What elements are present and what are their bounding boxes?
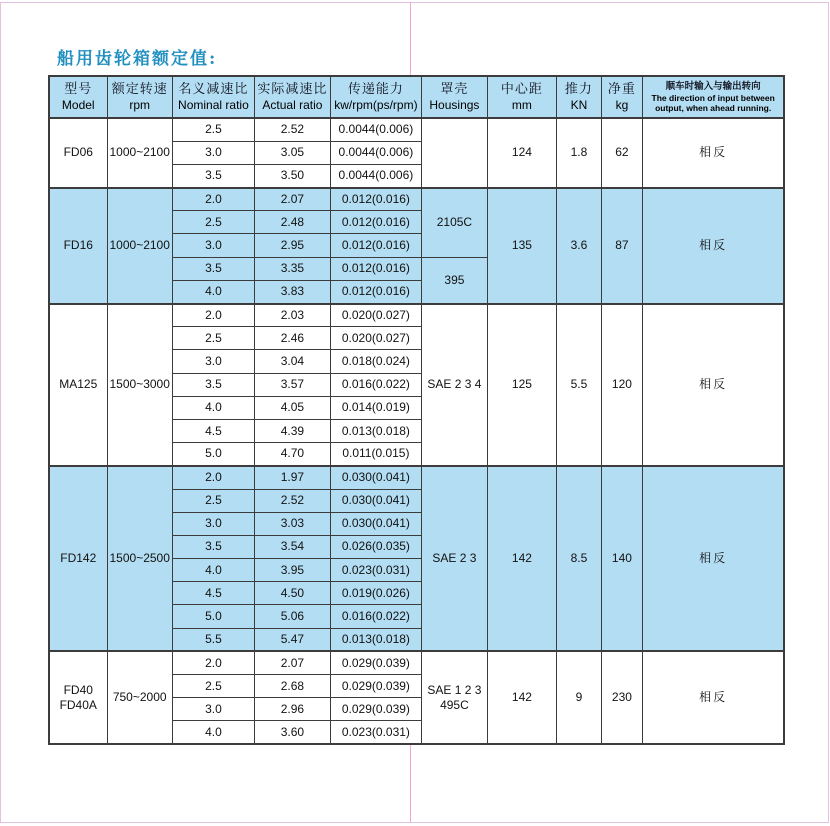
column-header-center-distance-zh: 中心距 [500,81,543,97]
thrust-cell: 8.5 [556,466,601,652]
center-distance-cell: 124 [487,118,556,188]
capacity-cell: 0.029(0.039) [330,675,421,698]
nominal-ratio-cell: 4.0 [172,721,254,744]
actual-ratio-cell: 2.07 [254,188,330,211]
actual-ratio-cell: 4.70 [254,443,330,466]
actual-ratio-cell: 2.95 [254,234,330,257]
capacity-cell: 0.0044(0.006) [330,164,421,187]
actual-ratio-cell: 2.96 [254,698,330,721]
model-cell: MA125 [49,304,107,466]
column-header-rpm-en: rpm [129,97,151,112]
capacity-cell: 0.016(0.022) [330,373,421,396]
column-header-model-zh: 型号 [64,81,93,97]
capacity-cell: 0.012(0.016) [330,188,421,211]
nominal-ratio-cell: 2.5 [172,118,254,141]
nominal-ratio-cell: 2.5 [172,211,254,234]
column-header-capacity-en: kw/rpm(ps/rpm) [334,97,418,112]
column-header-actual-ratio-zh: 实际减速比 [257,81,328,97]
actual-ratio-cell: 3.95 [254,559,330,582]
thrust-cell: 9 [556,651,601,744]
nominal-ratio-cell: 4.0 [172,559,254,582]
nominal-ratio-cell: 2.5 [172,327,254,350]
column-header-nominal-ratio [172,76,254,118]
column-header-rpm [107,76,172,118]
table-row [49,188,784,211]
actual-ratio-cell: 2.03 [254,304,330,327]
nominal-ratio-cell: 3.0 [172,141,254,164]
column-header-weight-en: kg [615,97,629,112]
capacity-cell: 0.019(0.026) [330,582,421,605]
capacity-cell: 0.030(0.041) [330,466,421,489]
column-header-direction [642,76,784,118]
column-header-weight [601,76,642,118]
page-title: 船用齿轮箱额定值: [57,49,218,69]
nominal-ratio-cell: 3.0 [172,350,254,373]
capacity-cell: 0.016(0.022) [330,605,421,628]
nominal-ratio-cell: 5.0 [172,605,254,628]
nominal-ratio-cell: 3.5 [172,164,254,187]
capacity-cell: 0.012(0.016) [330,211,421,234]
nominal-ratio-cell: 3.5 [172,257,254,280]
housing-cell: SAE 1 2 3 495C [421,651,487,744]
rpm-cell: 1500~3000 [107,304,172,466]
nominal-ratio-cell: 2.0 [172,304,254,327]
actual-ratio-cell: 1.97 [254,466,330,489]
column-header-thrust-en: KN [570,97,588,112]
capacity-cell: 0.029(0.039) [330,651,421,674]
actual-ratio-cell: 5.06 [254,605,330,628]
capacity-cell: 0.030(0.041) [330,489,421,512]
center-distance-cell: 142 [487,651,556,744]
actual-ratio-cell: 4.50 [254,582,330,605]
capacity-cell: 0.020(0.027) [330,304,421,327]
actual-ratio-cell: 3.04 [254,350,330,373]
housing-cell [421,118,487,188]
column-header-nominal-ratio-zh: 名义减速比 [178,81,249,97]
direction-cell: 相反 [642,651,784,744]
rpm-cell: 1000~2100 [107,188,172,304]
rpm-cell: 750~2000 [107,651,172,744]
weight-cell: 87 [601,188,642,304]
actual-ratio-cell: 2.07 [254,651,330,674]
weight-cell: 120 [601,304,642,466]
actual-ratio-cell: 5.47 [254,628,330,651]
model-cell: FD06 [49,118,107,188]
column-header-center-distance-en: mm [511,97,532,112]
nominal-ratio-cell: 4.5 [172,582,254,605]
column-header-model-en: Model [61,97,95,112]
capacity-cell: 0.014(0.019) [330,396,421,419]
nominal-ratio-cell: 2.0 [172,188,254,211]
table-row [49,651,784,674]
actual-ratio-cell: 2.46 [254,327,330,350]
direction-cell: 相反 [642,188,784,304]
nominal-ratio-cell: 4.5 [172,419,254,442]
ratings-table-wrap [48,75,785,745]
rpm-cell: 1000~2100 [107,118,172,188]
model-cell: FD40 FD40A [49,651,107,744]
weight-cell: 230 [601,651,642,744]
ratings-table [48,75,785,745]
actual-ratio-cell: 3.03 [254,512,330,535]
capacity-cell: 0.020(0.027) [330,327,421,350]
actual-ratio-cell: 2.48 [254,211,330,234]
nominal-ratio-cell: 2.5 [172,675,254,698]
center-distance-cell: 135 [487,188,556,304]
center-distance-cell: 142 [487,466,556,652]
housing-cell: 2105C [421,188,487,258]
actual-ratio-cell: 4.05 [254,396,330,419]
thrust-cell: 3.6 [556,188,601,304]
housing-cell: SAE 2 3 [421,466,487,652]
capacity-cell: 0.026(0.035) [330,535,421,558]
capacity-cell: 0.012(0.016) [330,257,421,280]
capacity-cell: 0.012(0.016) [330,234,421,257]
capacity-cell: 0.018(0.024) [330,350,421,373]
nominal-ratio-cell: 3.0 [172,698,254,721]
capacity-cell: 0.023(0.031) [330,559,421,582]
nominal-ratio-cell: 2.5 [172,489,254,512]
capacity-cell: 0.0044(0.006) [330,141,421,164]
capacity-cell: 0.012(0.016) [330,280,421,303]
column-header-weight-zh: 净重 [607,81,636,97]
table-row [49,118,784,141]
nominal-ratio-cell: 3.5 [172,373,254,396]
direction-cell: 相反 [642,466,784,652]
column-header-capacity-zh: 传递能力 [347,81,404,97]
table-header [49,76,784,118]
model-cell: FD142 [49,466,107,652]
actual-ratio-cell: 3.05 [254,141,330,164]
weight-cell: 140 [601,466,642,652]
housing-cell: 395 [421,257,487,303]
column-header-nominal-ratio-en: Nominal ratio [178,97,249,112]
actual-ratio-cell: 3.35 [254,257,330,280]
capacity-cell: 0.030(0.041) [330,512,421,535]
capacity-cell: 0.013(0.018) [330,628,421,651]
capacity-cell: 0.011(0.015) [330,443,421,466]
nominal-ratio-cell: 3.5 [172,535,254,558]
direction-cell: 相反 [642,304,784,466]
column-header-thrust [556,76,601,118]
table-body [49,118,784,744]
actual-ratio-cell: 3.60 [254,721,330,744]
nominal-ratio-cell: 3.0 [172,234,254,257]
header-row [49,76,784,118]
housing-cell: SAE 2 3 4 [421,304,487,466]
table-row [49,304,784,327]
actual-ratio-cell: 2.68 [254,675,330,698]
column-header-direction-zh: 顺车时输入与输出转向 [665,80,761,92]
nominal-ratio-cell: 5.0 [172,443,254,466]
actual-ratio-cell: 2.52 [254,489,330,512]
nominal-ratio-cell: 2.0 [172,651,254,674]
actual-ratio-cell: 3.54 [254,535,330,558]
actual-ratio-cell: 3.50 [254,164,330,187]
column-header-rpm-zh: 额定转速 [111,81,168,97]
direction-cell: 相反 [642,118,784,188]
actual-ratio-cell: 2.52 [254,118,330,141]
nominal-ratio-cell: 2.0 [172,466,254,489]
weight-cell: 62 [601,118,642,188]
column-header-thrust-zh: 推力 [564,81,593,97]
column-header-housings-zh: 罩壳 [440,81,469,97]
column-header-housings-en: Housings [429,97,480,112]
column-header-housings [421,76,487,118]
model-cell: FD16 [49,188,107,304]
nominal-ratio-cell: 5.5 [172,628,254,651]
center-distance-cell: 125 [487,304,556,466]
capacity-cell: 0.013(0.018) [330,419,421,442]
nominal-ratio-cell: 4.0 [172,280,254,303]
column-header-capacity [330,76,421,118]
column-header-direction-en: The direction of input between output, when ahead running. [651,92,775,113]
nominal-ratio-cell: 4.0 [172,396,254,419]
capacity-cell: 0.0044(0.006) [330,118,421,141]
actual-ratio-cell: 4.39 [254,419,330,442]
actual-ratio-cell: 3.83 [254,280,330,303]
column-header-model [49,76,107,118]
thrust-cell: 1.8 [556,118,601,188]
nominal-ratio-cell: 3.0 [172,512,254,535]
table-row [49,466,784,489]
thrust-cell: 5.5 [556,304,601,466]
rpm-cell: 1500~2500 [107,466,172,652]
column-header-actual-ratio [254,76,330,118]
column-header-center-distance [487,76,556,118]
column-header-actual-ratio-en: Actual ratio [262,97,323,112]
capacity-cell: 0.029(0.039) [330,698,421,721]
actual-ratio-cell: 3.57 [254,373,330,396]
capacity-cell: 0.023(0.031) [330,721,421,744]
